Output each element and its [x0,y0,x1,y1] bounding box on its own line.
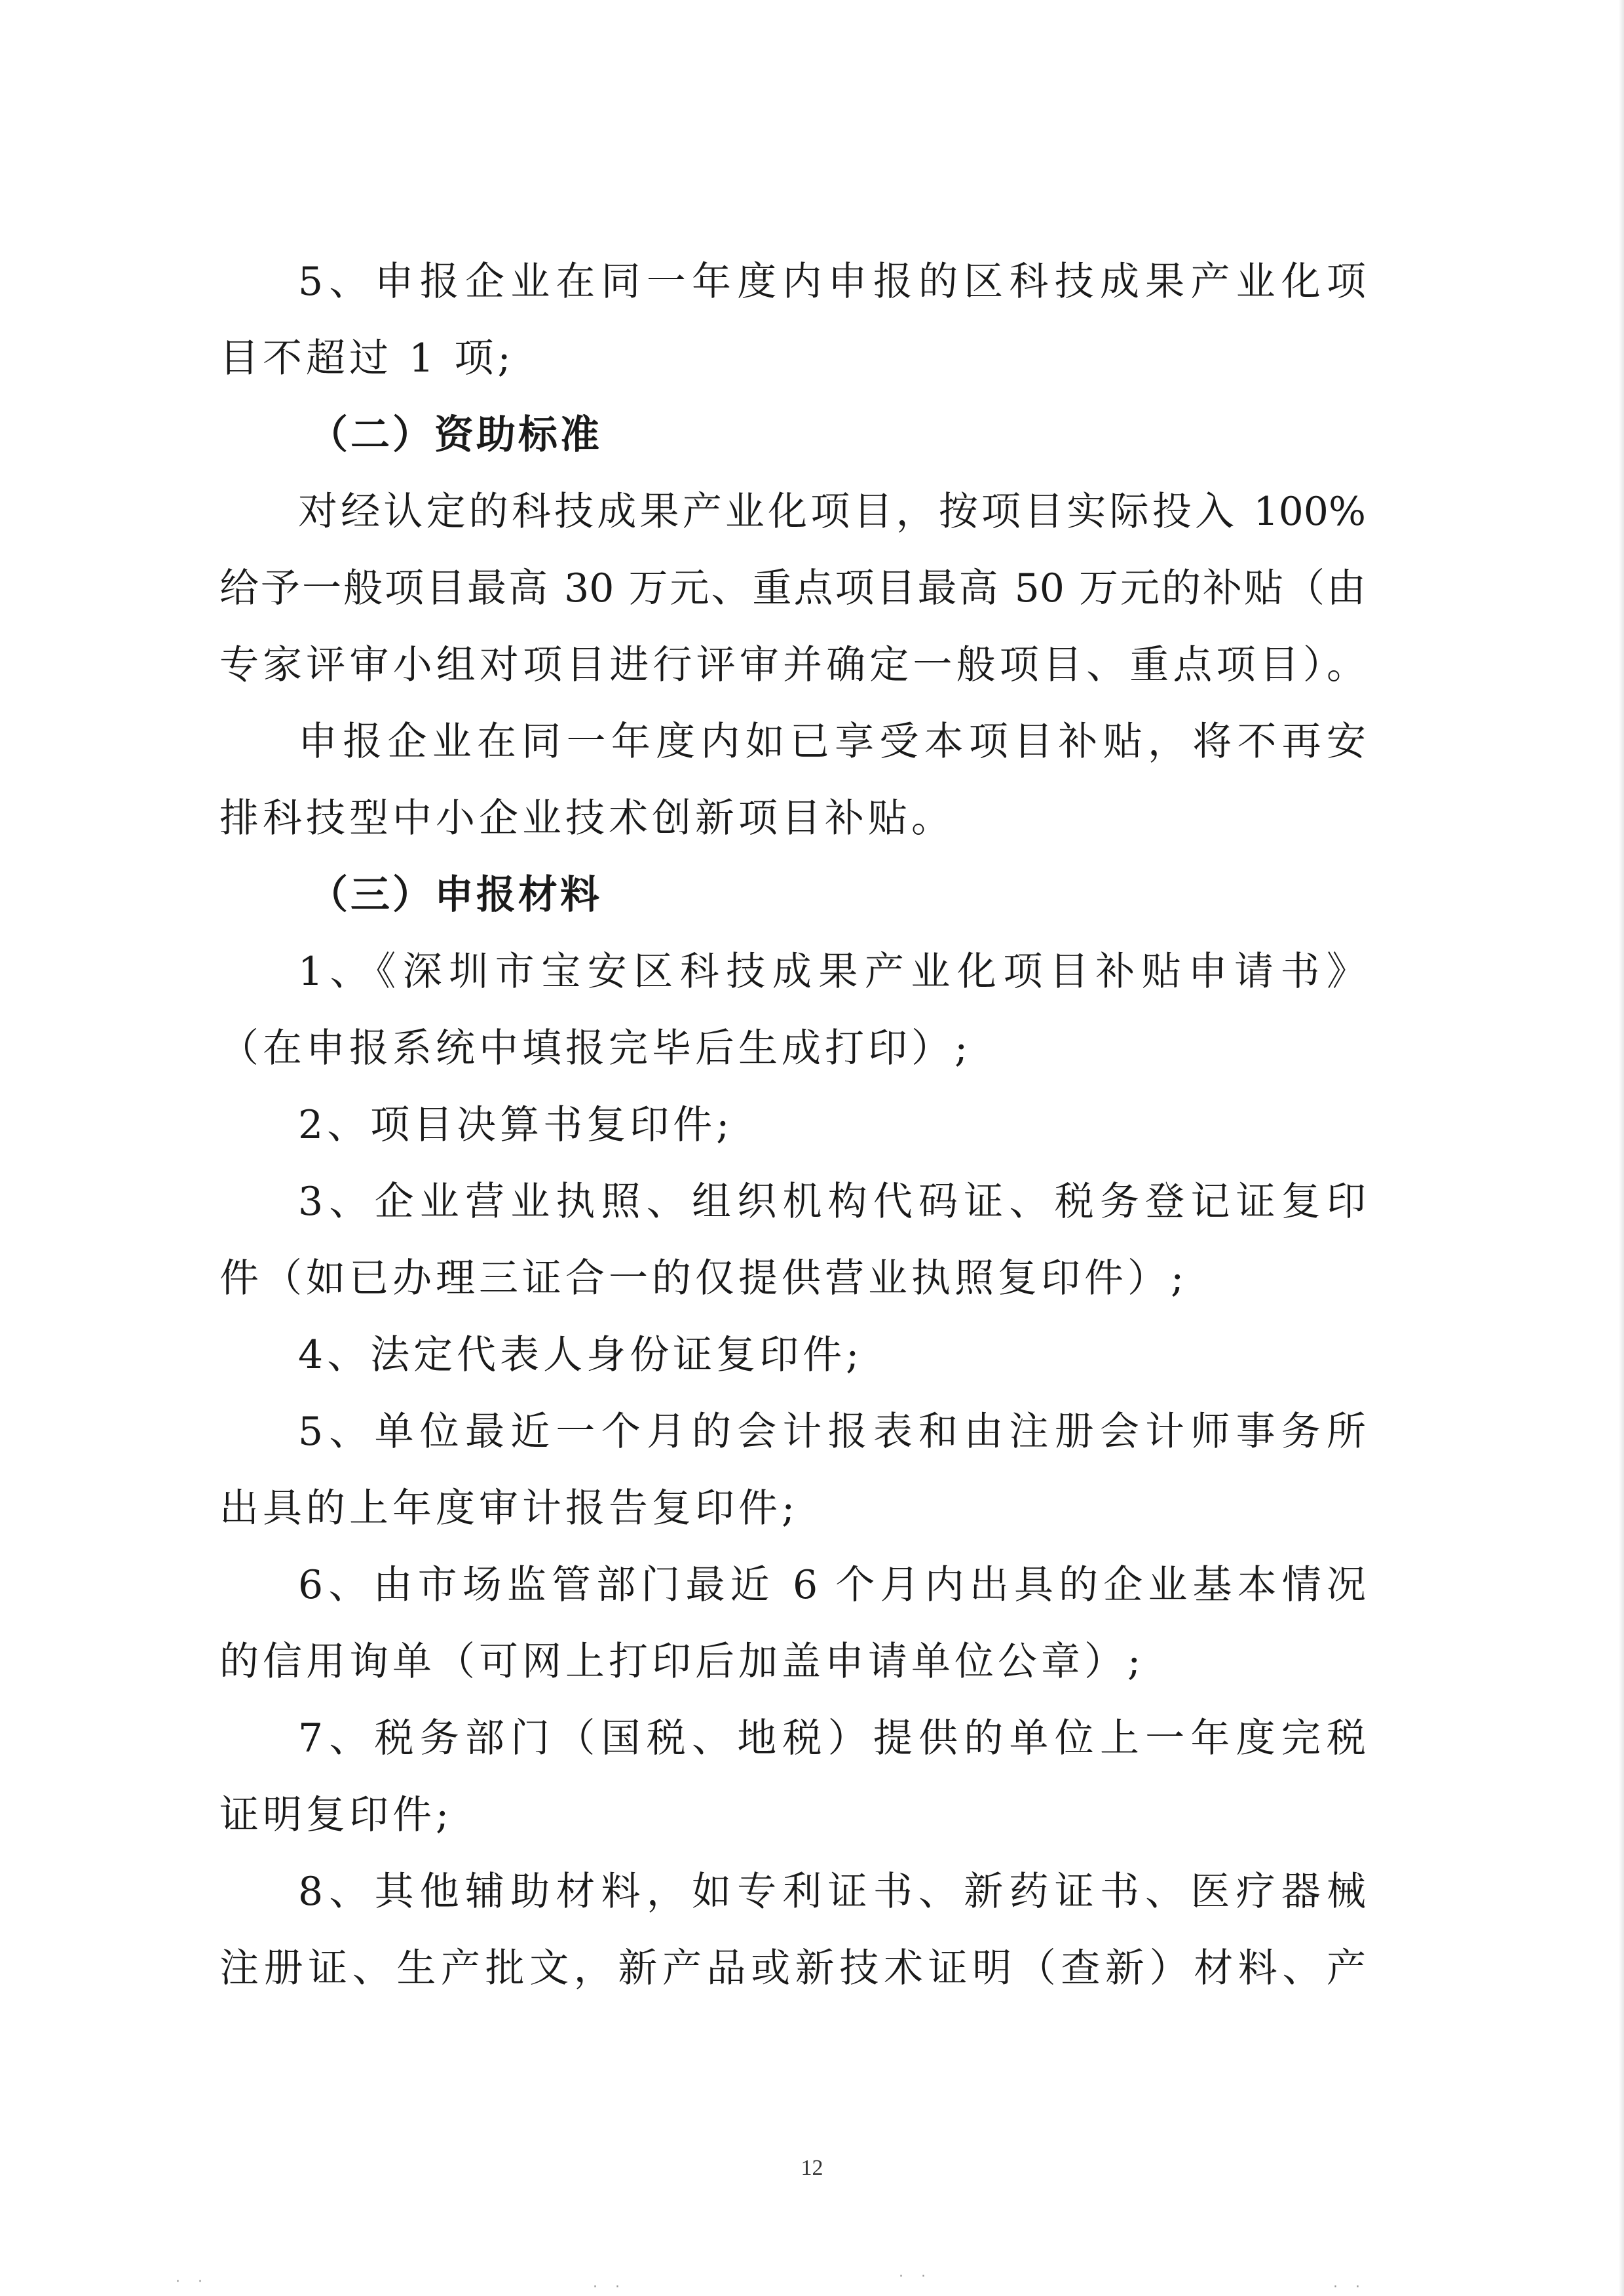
paragraph-line: 4、法定代表人身份证复印件; [298,1332,863,1378]
paragraph-line: 对经认定的科技成果产业化项目，按项目实际投入 100% [298,489,1366,535]
document-body [219,244,1366,2007]
paragraph-line: 7、税务部门（国税、地税）提供的单位上一年度完税 [298,1715,1366,1761]
scan-speck: · · [176,2274,209,2290]
paragraph-line: 申报企业在同一年度内如已享受本项目补贴，将不再安 [298,719,1366,765]
paragraph-line: 件（如已办理三证合一的仅提供营业执照复印件）; [219,1255,1188,1301]
section-heading: （二）资助标准 [309,412,602,458]
paragraph-line: 专家评审小组对项目进行评审并确定一般项目、重点项目）。 [219,642,1366,688]
paragraph-line: 6、由市场监管部门最近 6 个月内出具的企业基本情况 [298,1562,1366,1608]
paragraph-line: 8、其他辅助材料，如专利证书、新药证书、医疗器械 [298,1869,1366,1915]
paragraph-line: 证明复印件; [219,1792,453,1838]
scan-speck: · · [593,2279,626,2295]
paragraph-line: 排科技型中小企业技术创新项目补贴。 [219,795,954,841]
paragraph-line: 3、企业营业执照、组织机构代码证、税务登记证复印 [298,1179,1366,1225]
paragraph-line: 1、《深圳市宝安区科技成果产业化项目补贴申请书》 [298,949,1366,995]
page-number: 12 [801,2156,823,2180]
section-heading: （三）申报材料 [309,872,602,918]
paragraph-line: 5、单位最近一个月的会计报表和由注册会计师事务所 [298,1409,1366,1455]
paragraph-line: （在申报系统中填报完毕后生成打印）; [219,1025,972,1071]
paragraph-line: 5、申报企业在同一年度内申报的区科技成果产业化项 [298,259,1366,305]
page-edge [1619,0,1624,2296]
paragraph-line: 2、项目决算书复印件; [298,1102,734,1148]
paragraph-line: 目不超过 1 项; [219,335,515,381]
paragraph-line: 给予一般项目最高 30 万元、重点项目最高 50 万元的补贴（由 [219,565,1366,611]
paragraph-line: 出具的上年度审计报告复印件; [219,1485,799,1531]
paragraph-line: 注册证、生产批文，新产品或新技术证明（查新）材料、产 [219,1945,1366,1991]
scan-speck: · · [899,2268,932,2285]
scan-speck: · · [1333,2279,1367,2295]
paragraph-line: 的信用询单（可网上打印后加盖申请单位公章）; [219,1639,1145,1685]
